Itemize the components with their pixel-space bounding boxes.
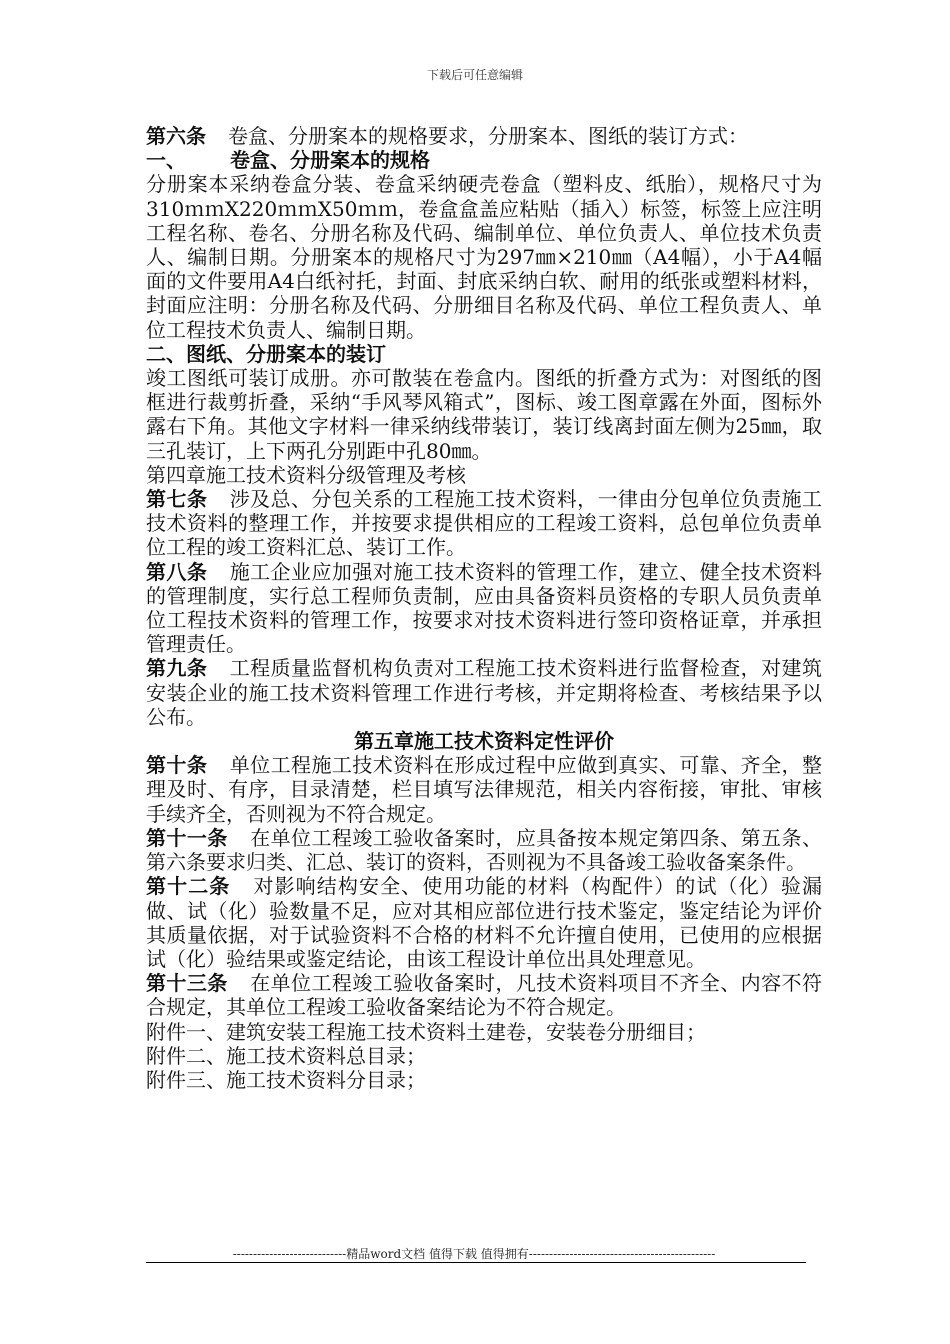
footer-rule [146,1262,806,1263]
chapter-4-heading: 第四章施工技术资料分级管理及考核 [146,462,466,487]
section-1-heading [146,148,822,172]
article-6-text: 卷盒、分册案本的规格要求，分册案本、图纸的装订方式： [228,124,748,148]
chapter-5-heading: 第五章施工技术资料定性评价 [354,729,614,754]
article-9 [146,656,822,729]
page-header: 下载后可任意编辑 [426,68,523,82]
article-7-text: 涉及总、分包关系的工程施工技术资料，一律由分包单位负责施工技术资料的整理工作，并按要求提供相应的工程竣工资料，总包单位负责单位工程的竣工资料汇总、装订工作。 [146,487,822,560]
section-1-number: 一、 [146,148,186,173]
article-12-title: 第十二条 [146,874,231,899]
attachment-1: 附件一、建筑安装工程施工技术资料土建卷，安装卷分册细目； [146,1019,706,1044]
page-footer: ----------------------------精品word文档 值得下载 值得拥有---------------------------------------------- [232,1247,716,1261]
section-2-heading: 二、图纸、分册案本的装订 [146,341,386,366]
article-13-title: 第十三条 [146,971,228,996]
article-8-title: 第八条 [146,559,208,584]
article-7 [146,487,822,560]
article-11-text: 在单位工程竣工验收备案时，应具备按本规定第四条、第五条、第六条要求归类、汇总、装订的资料，否则视为不具备竣工验收备案条件。 [146,825,822,875]
article-9-title: 第九条 [146,656,208,681]
article-6 [146,124,822,148]
article-10-text: 单位工程施工技术资料在形成过程中应做到真实、可靠、齐全，整理及时、有序，目录清楚，栏目填写法律规范，相关内容衔接，审批、审核手续齐全，否则视为不符合规定。 [146,753,822,826]
article-11 [146,826,822,874]
attachment-3: 附件三、施工技术资料分目录； [146,1067,426,1092]
document-body [146,124,822,1092]
article-8-text: 施工企业应加强对施工技术资料的管理工作，建立、健全技术资料的管理制度，实行总工程师负责制，应由具备资料员资格的专职人员负责单位工程技术资料的管理工作，按要求对技术资料进行签印资格证章，并承担管理责任。 [146,559,822,657]
article-10-title: 第十条 [146,753,208,778]
article-10 [146,753,822,826]
article-13-text: 在单位工程竣工验收备案时，凡技术资料项目不齐全、内容不符合规定，其单位工程竣工验收备案结论为不符合规定。 [146,971,822,1020]
attachment-2: 附件二、施工技术资料总目录； [146,1043,426,1068]
section-2-paragraph: 竣工图纸可装订成册。亦可散装在卷盒内。图纸的折叠方式为：对图纸的图框进行裁剪折叠，采纳“手风琴风箱式”，图标、竣工图章露在外面，图标外露右下角。其他文字材料一律采纳线带装订，装订线离封面左侧为25㎜，取三孔装订，上下两孔分别距中孔80㎜。 [146,366,822,463]
article-12 [146,874,822,971]
article-6-title: 第六条 [146,124,206,148]
article-11-title: 第十一条 [146,825,228,850]
section-1-paragraph: 分册案本采纳卷盒分装、卷盒采纳硬壳卷盒（塑料皮、纸胎），规格尺寸为310ｍｍX220ｍｍX50ｍｍ，卷盒盒盖应粘贴（插入）标签，标签上应注明工程名称、卷名、分册名称及代码、编制单位、单位负责人、单位技术负责人、编制日期。分册案本的规格尺寸为297㎜×210㎜（A4幅），小于A4幅面的文件要用A4白纸衬托，封面、封底采纳白软、耐用的纸张或塑料材料，封面应注明：分册名称及代码、分册细目名称及代码、单位工程负责人、单位工程技术负责人、编制日期。 [146,172,822,342]
article-9-text: 工程质量监督机构负责对工程施工技术资料进行监督检查，对建筑安装企业的施工技术资料管理工作进行考核，并定期将检查、考核结果予以公布。 [146,656,822,729]
section-1-title: 卷盒、分册案本的规格 [230,148,430,173]
article-8 [146,560,822,657]
article-13 [146,971,822,1019]
article-12-text: 对影响结构安全、使用功能的材料（构配件）的试（化）验漏做、试（化）验数量不足，应对其相应部位进行技术鉴定，鉴定结论为评价其质量依据，对于试验资料不合格的材料不允许擅自使用，已使用的应根据试（化）验结果或鉴定结论，由该工程设计单位出具处理意见。 [146,874,823,971]
article-7-title: 第七条 [146,487,208,512]
